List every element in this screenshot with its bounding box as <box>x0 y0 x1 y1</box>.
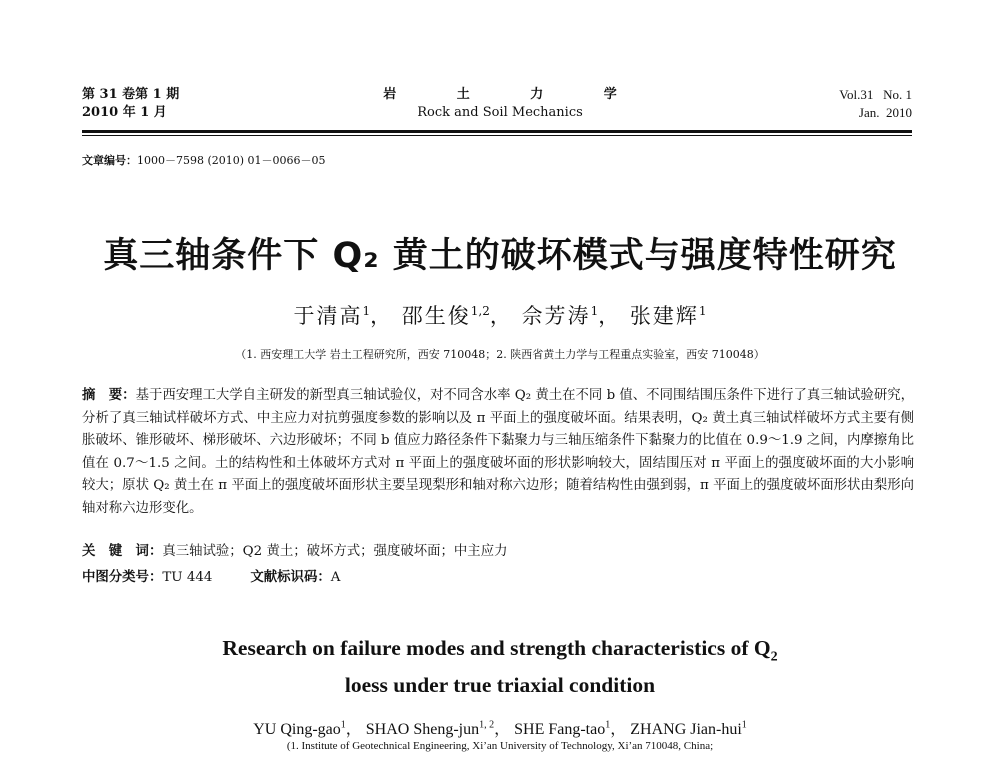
author-cn-1: 于清高 <box>293 304 363 328</box>
author-en-2: SHAO Sheng-jun <box>365 721 480 738</box>
author-cn-4-affil: 1 <box>698 304 707 318</box>
authors-cn <box>0 300 1000 330</box>
author-cn-2-affil: 1,2 <box>470 304 490 318</box>
date-en: Jan. 2010 <box>858 105 912 120</box>
author-en-2-affil: 1, 2 <box>479 719 495 731</box>
author-en-4: ZHANG Jian-hui <box>630 721 742 738</box>
authors-en <box>0 716 1000 739</box>
author-cn-2: 邵生俊 <box>401 304 471 328</box>
author-separator: ， <box>494 721 511 738</box>
journal-name-en: Rock and Soil Mechanics <box>417 105 583 120</box>
article-number-value: 1000－7598 (2010) 01－0066－05 <box>137 154 326 167</box>
affiliation-cn: （1. 西安理工大学 岩土工程研究所，西安 710048；2. 陕西省黄土力学与工程重点实验室，西安 710048） <box>235 348 765 361</box>
keywords-text: 真三轴试验；Q2 黄土；破坏方式；强度破坏面；中主应力 <box>162 544 508 559</box>
journal-issue-cn <box>82 86 179 122</box>
author-en-3: SHE Fang-tao <box>514 721 606 738</box>
abstract-label: 摘 要： <box>82 387 136 403</box>
title-en-subscript: 2 <box>770 649 778 665</box>
title-en-line-2: loess under true triaxial condition <box>344 673 656 698</box>
author-cn-4: 张建辉 <box>629 304 699 328</box>
abstract-text: 基于西安理工大学自主研发的新型真三轴试验仪，对不同含水率 Q₂ 黄土在不同 b 值、不同围结围压条件下进行了真三轴试验研究，分析了真三轴试样破坏方式、中主应力对抗剪强度参数的影响以及 π 平面上的强度破坏面。结果表明，Q₂ 黄土真三轴试样破坏方式主要有侧胀破坏、锥形破坏、梯形破坏、六边形破坏；不同 b 值应力路径条件下黏聚力与三轴压缩条件下黏聚力的比值在 0.9～1.9 之间，内摩擦角比值在 0.7～1.5 之间。土的结构性和土体破坏方式对 π 平面上的强度破坏面的形状影响较大，固结围压对 π 平面上的强度破坏面的大小影响较大；原状 Q₂ 黄土在 π 平面上的强度破坏面形状主要呈现梨形和轴对称六边形；随着结构性由强到弱，π 平面上的强度破坏面形状由梨形向轴对称六边形变化。 <box>82 388 914 516</box>
doc-code-label: 文献标识码： <box>250 569 331 585</box>
classification <box>82 566 340 585</box>
author-cn-3-affil: 1 <box>590 304 599 318</box>
author-separator: ， <box>489 304 513 328</box>
affiliation-en: (1. Institute of Geotechnical Engineering, Xi’an University of Technology, Xi’an 710048, China; <box>286 740 714 752</box>
header-rule-thin <box>82 135 912 136</box>
author-separator: ， <box>345 721 362 738</box>
author-cn-3: 佘芳涛 <box>521 304 591 328</box>
author-cn-1-affil: 1 <box>362 304 371 318</box>
author-separator: ， <box>610 721 627 738</box>
author-separator: ， <box>370 304 394 328</box>
abstract-cn <box>82 384 914 520</box>
title-en-line-1 <box>0 634 1000 671</box>
author-en-1: YU Qing-gao <box>253 721 341 738</box>
author-separator: ， <box>598 304 622 328</box>
clc-label: 中图分类号： <box>82 569 163 585</box>
author-en-4-affil: 1 <box>741 719 747 731</box>
doc-code-value: A <box>330 570 341 585</box>
author-en-3-affil: 1 <box>605 719 611 731</box>
clc-value: TU 444 <box>162 570 213 585</box>
article-number-label: 文章编号： <box>82 154 137 167</box>
keywords-cn <box>82 540 507 559</box>
volume-number: Vol.31 No. 1 <box>839 87 912 102</box>
title-cn: 真三轴条件下 Q₂ 黄土的破坏模式与强度特性研究 <box>103 236 897 276</box>
author-en-1-affil: 1 <box>340 719 346 731</box>
title-en-line-1-text: Research on failure modes and strength characteristics of Q <box>222 636 771 660</box>
journal-name-cn: 岩 土 力 学 <box>383 87 645 102</box>
date-cn: 2010 年 1 月 <box>82 105 167 120</box>
article-number <box>82 152 326 168</box>
header-rule-thick <box>82 130 912 133</box>
keywords-label: 关 键 词： <box>82 543 163 559</box>
issue-cn: 第 31 卷第 1 期 <box>82 87 180 102</box>
journal-name <box>330 86 670 122</box>
title-en <box>0 634 1000 699</box>
journal-issue-en <box>839 86 912 122</box>
